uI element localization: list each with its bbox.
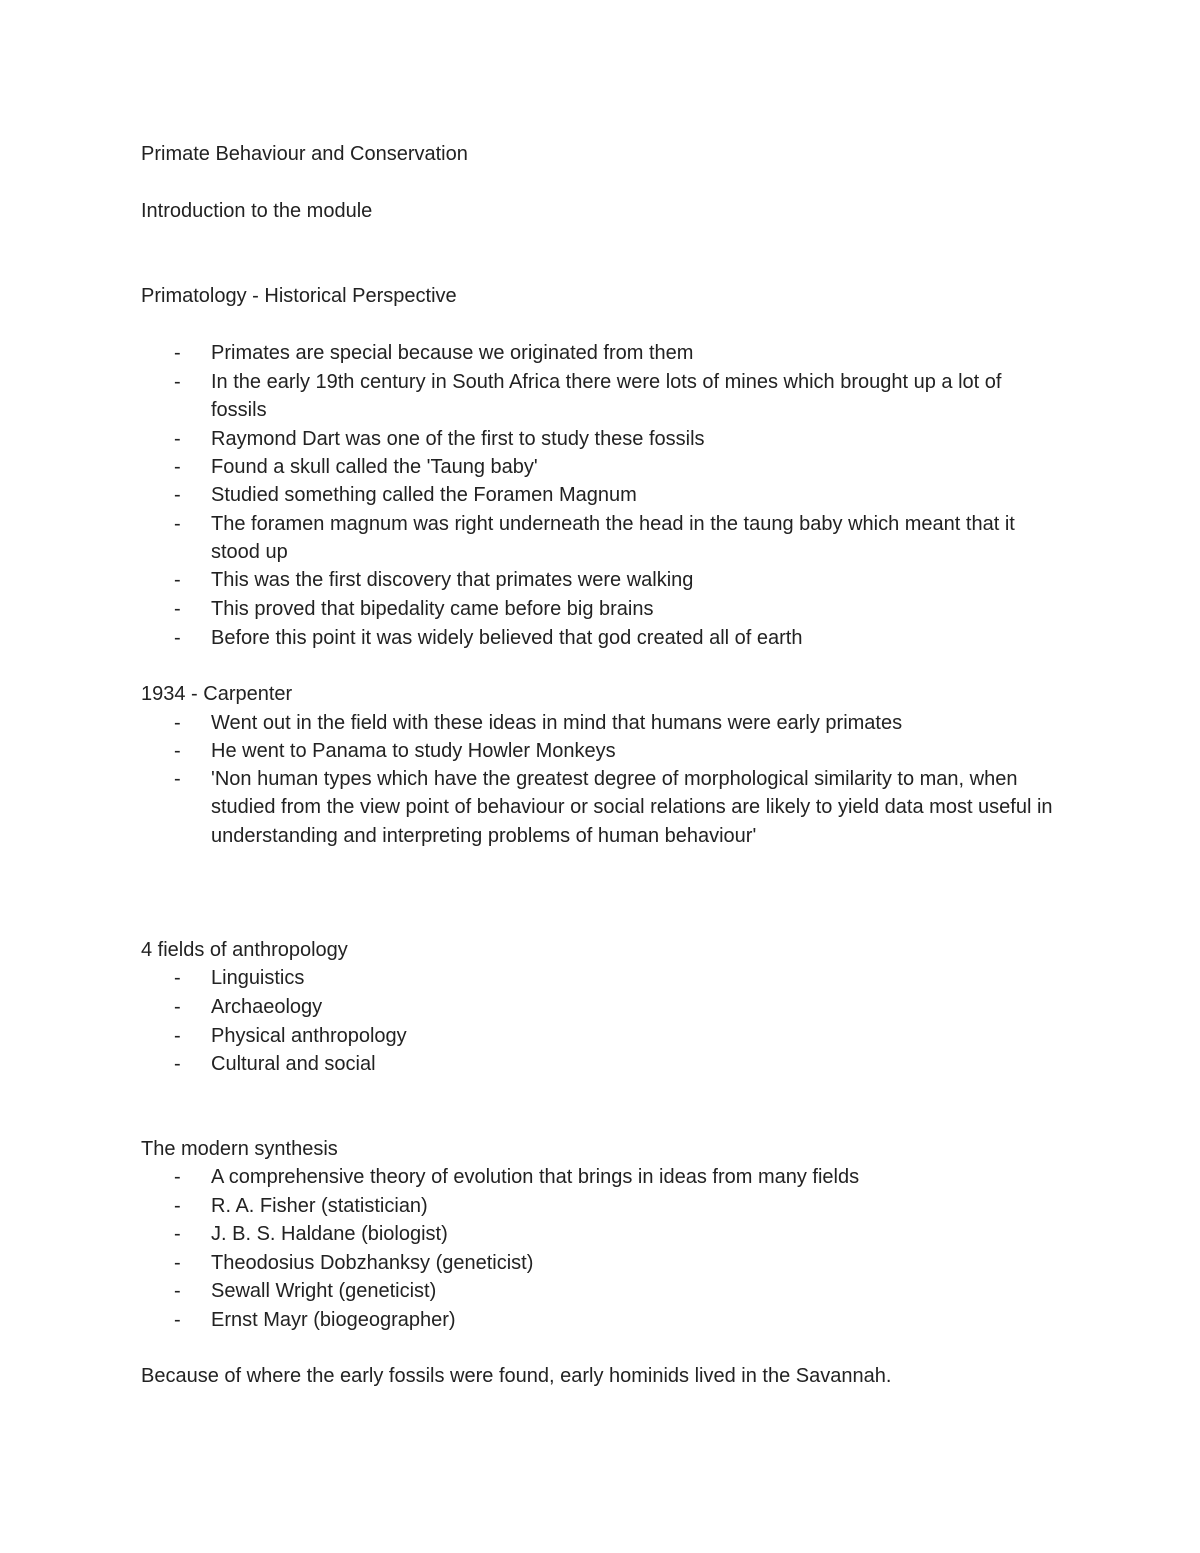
bullet-dash: - <box>174 569 181 591</box>
bullet-dash: - <box>174 768 181 790</box>
document-title: Primate Behaviour and Conservation <box>141 143 468 165</box>
list-item-text: 'Non human types which have the greatest degree of morphological similarity to man, when studied from the view point of behaviour or social relations are likely to yield data most useful in understanding and interpreting problems of human behaviour' <box>211 768 1053 847</box>
bullet-dash: - <box>174 1309 181 1331</box>
list-item-text: This was the first discovery that primates were walking <box>211 569 694 591</box>
list-item <box>141 624 1061 652</box>
list-item-text: Archaeology <box>211 996 323 1018</box>
list-item <box>141 1163 1061 1191</box>
bullet-dash: - <box>174 967 181 989</box>
bullet-dash: - <box>174 484 181 506</box>
bullet-dash: - <box>174 1252 181 1274</box>
list-item <box>141 595 1061 623</box>
list-item-text: R. A. Fisher (statistician) <box>211 1195 428 1217</box>
bullet-dash: - <box>174 1025 181 1047</box>
list-item <box>141 368 1061 425</box>
list-item-text: J. B. S. Haldane (biologist) <box>211 1223 448 1245</box>
list-item <box>141 481 1061 509</box>
list-item-text: Ernst Mayr (biogeographer) <box>211 1309 456 1331</box>
list-item-text: Cultural and social <box>211 1053 376 1075</box>
list-item-text: Studied something called the Foramen Magnum <box>211 484 637 506</box>
list-item-text: Raymond Dart was one of the first to study these fossils <box>211 428 705 450</box>
bullet-dash: - <box>174 712 181 734</box>
list-item-text: Sewall Wright (geneticist) <box>211 1280 437 1302</box>
list-item <box>141 737 1061 765</box>
list-item <box>141 964 1061 992</box>
list-item-text: This proved that bipedality came before big brains <box>211 598 654 620</box>
document-subtitle: Introduction to the module <box>141 200 373 222</box>
bullet-dash: - <box>174 1195 181 1217</box>
section-heading-anthropology-fields: 4 fields of anthropology <box>141 939 348 961</box>
bullet-dash: - <box>174 1166 181 1188</box>
closing-paragraph: Because of where the early fossils were found, early hominids lived in the Savannah. <box>141 1365 892 1387</box>
bullet-dash: - <box>174 456 181 478</box>
list-item <box>141 339 1061 367</box>
bullet-dash: - <box>174 996 181 1018</box>
bullet-dash: - <box>174 598 181 620</box>
list-item <box>141 765 1061 850</box>
list-item <box>141 1277 1061 1305</box>
bullet-dash: - <box>174 740 181 762</box>
bullet-dash: - <box>174 1053 181 1075</box>
list-item-text: Linguistics <box>211 967 305 989</box>
list-item <box>141 709 1061 737</box>
list-item-text: Found a skull called the 'Taung baby' <box>211 456 538 478</box>
list-item-text: The foramen magnum was right underneath the head in the taung baby which meant that it stood up <box>211 513 1015 564</box>
list-item-text: Physical anthropology <box>211 1025 407 1047</box>
list-item-text: A comprehensive theory of evolution that brings in ideas from many fields <box>211 1166 860 1188</box>
bullet-dash: - <box>174 627 181 649</box>
list-item <box>141 1220 1061 1248</box>
list-item <box>141 425 1061 453</box>
list-item <box>141 1306 1061 1334</box>
list-item-text: In the early 19th century in South Africa there were lots of mines which brought up a lot of fossils <box>211 371 1002 422</box>
list-item <box>141 566 1061 594</box>
list-item <box>141 1022 1061 1050</box>
list-item-text: Primates are special because we originated from them <box>211 342 694 364</box>
list-item <box>141 993 1061 1021</box>
list-item <box>141 1249 1061 1277</box>
list-item-text: Went out in the field with these ideas in mind that humans were early primates <box>211 712 903 734</box>
list-item-text: Before this point it was widely believed that god created all of earth <box>211 627 803 649</box>
list-item-text: He went to Panama to study Howler Monkeys <box>211 740 616 762</box>
list-item <box>141 1050 1061 1078</box>
list-item <box>141 510 1061 567</box>
list-item <box>141 453 1061 481</box>
section-heading-primatology: Primatology - Historical Perspective <box>141 285 457 307</box>
bullet-dash: - <box>174 1280 181 1302</box>
list-item <box>141 1192 1061 1220</box>
bullet-dash: - <box>174 1223 181 1245</box>
bullet-dash: - <box>174 428 181 450</box>
list-item-text: Theodosius Dobzhanksy (geneticist) <box>211 1252 534 1274</box>
bullet-dash: - <box>174 342 181 364</box>
section-heading-carpenter: 1934 - Carpenter <box>141 683 293 705</box>
section-heading-modern-synthesis: The modern synthesis <box>141 1138 338 1160</box>
bullet-dash: - <box>174 513 181 535</box>
bullet-dash: - <box>174 371 181 393</box>
